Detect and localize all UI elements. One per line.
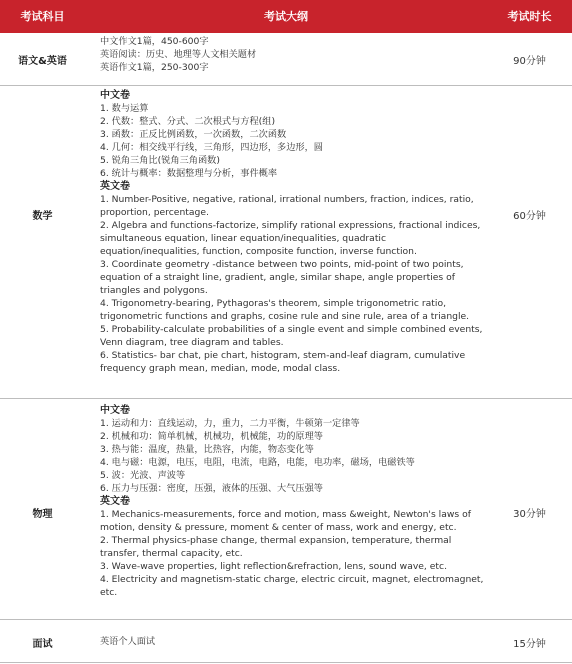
section-title-chinese: 中文卷 <box>100 405 130 416</box>
outline-line: 6. Statistics- bar chat, pie chart, histogram, stem-and-leaf diagram, cumulative frequency graph mean, median, mode, modal class. <box>100 350 466 374</box>
table-row-physics <box>0 399 572 620</box>
header-outline: 考试大纲 <box>264 10 308 23</box>
outline-cell <box>100 404 485 599</box>
outline-line: 6. 压力与压强：密度，压强，液体的压强、大气压强等 <box>100 483 323 494</box>
outline-line: 5. 波：光波、声波等 <box>100 470 186 481</box>
outline-line: 2. Thermal physics-phase change, thermal expansion, temperature, thermal transfer, thermal capacity, etc. <box>100 535 452 559</box>
table-row-math <box>0 86 572 399</box>
subject-cell: 数学 <box>32 211 53 222</box>
outline-line: 3. 函数：正反比例函数，一次函数，二次函数 <box>100 129 287 140</box>
outline-cell <box>100 635 485 648</box>
duration-cell: 90分钟 <box>513 56 546 67</box>
header-subject: 考试科目 <box>20 10 65 23</box>
outline-line: 1. Mechanics-measurements, force and motion, mass &weight, Newton's laws of motion, density & pressure, moment & center of mass, work and energy, etc. <box>100 509 471 533</box>
outline-line: 5. Probability-calculate probabilities of a single event and simple combined events, Venn diagram, tree diagram and tables. <box>100 324 483 348</box>
outline-line: 英语作文1篇，250-300字 <box>100 62 209 73</box>
outline-line: 4. Electricity and magnetism-static charge, electric circuit, magnet, electromagnet, etc. <box>100 574 484 598</box>
outline-line: 4. 电与磁：电源，电压，电阻，电流，电路，电能，电功率，磁场，电磁铁等 <box>100 457 415 468</box>
duration-cell: 60分钟 <box>513 211 546 222</box>
outline-line: 英语个人面试 <box>100 636 156 647</box>
section-title-chinese: 中文卷 <box>100 90 130 101</box>
duration-cell: 30分钟 <box>513 509 546 520</box>
outline-line: 2. 机械和功：简单机械，机械功，机械能，功的原理等 <box>100 431 323 442</box>
subject-cell: 面试 <box>32 639 53 650</box>
outline-line: 4. 几何：相交线平行线，三角形，四边形，多边形，圆 <box>100 142 323 153</box>
outline-line: 3. Wave-wave properties, light reflection&refraction, lens, sound wave, etc. <box>100 561 447 572</box>
outline-line: 2. Algebra and functions-factorize, simplify rational expressions, fractional indices, simultaneous equation, linear equation/inequalities, quadratic equation/inequalities, function, composite function, inverse function. <box>100 220 481 257</box>
outline-line: 2. 代数：整式、分式、二次根式与方程(组) <box>100 116 276 127</box>
outline-line: 6. 统计与概率：数据整理与分析，事件概率 <box>100 168 278 179</box>
outline-line: 英语阅读：历史、地理等人文相关题材 <box>100 49 257 60</box>
outline-line: 3. 热与能：温度，热量，比热容，内能，物态变化等 <box>100 444 314 455</box>
outline-line: 5. 锐角三角比(锐角三角函数) <box>100 155 220 166</box>
outline-line: 1. 运动和力：直线运动，力，重力，二力平衡，牛顿第一定律等 <box>100 418 360 429</box>
outline-line: 4. Trigonometry-bearing, Pythagoras's theorem, simple trigonometric ratio, trigonometric functions and graphs, cosine rule and sine rule, area of a triangle. <box>100 298 470 322</box>
duration-cell: 15分钟 <box>513 639 546 650</box>
outline-line: 1. 数与运算 <box>100 103 149 114</box>
section-title-english: 英文卷 <box>100 496 130 507</box>
subject-cell: 语文&英语 <box>18 56 67 67</box>
outline-cell <box>100 35 485 74</box>
outline-line: 3. Coordinate geometry -distance between two points, mid-point of two points, equation of a straight line, gradient, angle, similar shape, angle properties of triangles and polygons. <box>100 259 464 296</box>
table-row-chinese-english <box>0 33 572 86</box>
outline-cell <box>100 89 485 375</box>
subject-cell: 物理 <box>32 509 53 520</box>
outline-line: 1. Number-Positive, negative, rational, irrational numbers, fraction, indices, ratio, proportion, percentage. <box>100 194 474 218</box>
outline-line: 中文作文1篇，450-600字 <box>100 36 209 47</box>
table-header <box>0 0 572 33</box>
header-duration: 考试时长 <box>507 10 552 23</box>
table-row-interview <box>0 620 572 663</box>
section-title-english: 英文卷 <box>100 181 130 192</box>
